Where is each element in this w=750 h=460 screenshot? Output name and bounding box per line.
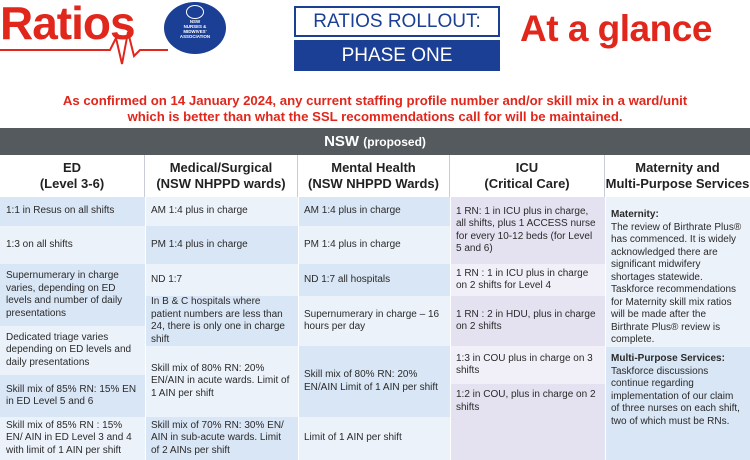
column-title: ICU: [515, 160, 539, 175]
maternity-body: The review of Birthrate Plus® has commenced. It is widely acknowledged there are significant midwifery shortages statewide. Taskforce recommendations for Maternity skill mix ratios will be made after the Birthrate Plus® review is complete.: [611, 221, 742, 345]
medical-surgical-column: [145, 197, 298, 460]
rollout-phase: PHASE ONE: [294, 40, 500, 71]
table-cell: Skill mix of 85% RN: 15% EN in ED Level 5 and 6: [0, 375, 145, 417]
mental-health-column: [298, 197, 450, 460]
column-divider: [450, 155, 451, 460]
table-cell: Skill mix of 80% RN: 20% EN/AIN Limit of 1 AIN per shift: [298, 346, 450, 417]
table-cell: ND 1:7 all hospitals: [298, 264, 450, 296]
maternity-title: Maternity:: [611, 209, 659, 220]
region-qualifier: (proposed): [363, 135, 426, 149]
table-cell: 1:3 on all shifts: [0, 226, 145, 264]
at-a-glance-heading: At a glance: [520, 8, 712, 49]
table-cell: AM 1:4 plus in charge: [298, 197, 450, 226]
table-cell: 1:1 in Resus on all shifts: [0, 197, 145, 226]
logo-text-line: NURSES &: [183, 24, 207, 29]
table-cell: 1:3 in COU plus in charge on 3 shifts: [450, 346, 605, 384]
table-cell: PM 1:4 plus in charge: [298, 226, 450, 264]
logo-text-line: NSW: [189, 19, 201, 24]
notice-line: which is better than what the SSL recommendations call for will be maintained.: [127, 109, 623, 124]
table-cell: 1 RN : 2 in HDU, plus in charge on 2 shifts: [450, 296, 605, 346]
maternity-cell: [605, 197, 750, 347]
maternity-mps-column: [605, 197, 750, 460]
ratios-wordmark: Ratios: [0, 0, 135, 49]
table-cell: 1:2 in COU, plus in charge on 2 shifts: [450, 384, 605, 460]
column-title: Medical/Surgical: [169, 160, 273, 175]
column-title: ED: [62, 160, 82, 175]
notice-text: [0, 93, 750, 125]
column-header-icu: [450, 155, 605, 197]
region-name: NSW: [324, 133, 360, 150]
column-subtitle: Multi-Purpose Services: [605, 176, 750, 191]
rollout-title: RATIOS ROLLOUT:: [294, 6, 500, 37]
column-divider: [605, 155, 606, 460]
heartbeat-line-icon: [0, 30, 180, 70]
column-title: Maternity and: [635, 160, 720, 175]
notice-line: As confirmed on 14 January 2024, any current staffing profile number and/or skill mix in a ward/unit: [62, 93, 688, 108]
mps-body: Taskforce discussions continue regarding implementation of our claim of three nurses on each shift, two of which must be RNs.: [611, 365, 740, 427]
region-bar: [0, 128, 750, 155]
nswnma-logo: [164, 2, 226, 54]
column-header-mental-health: [298, 155, 450, 197]
column-title: Mental Health: [331, 160, 416, 175]
table-cell: Skill mix of 70% RN: 30% EN/ AIN in sub-acute wards. Limit of 2 AINs per shift: [145, 417, 298, 460]
column-header-maternity-mps: [605, 155, 750, 197]
column-divider: [145, 155, 146, 460]
column-header-ed: [0, 155, 145, 197]
header: [0, 0, 750, 90]
table-cell: Dedicated triage varies depending on ED levels and daily presentations: [0, 326, 145, 375]
column-subtitle: (NSW NHPPD wards): [156, 176, 286, 191]
table-cell: PM 1:4 plus in charge: [145, 226, 298, 264]
rollout-badge: [294, 6, 500, 71]
mps-cell: [605, 347, 750, 460]
column-header-medical-surgical: [145, 155, 298, 197]
table-cell: 1 RN : 1 in ICU plus in charge on 2 shifts for Level 4: [450, 264, 605, 296]
column-subtitle: (Level 3-6): [39, 176, 105, 191]
table-cell: Supernumerary in charge varies, depending on ED levels and number of daily presentations: [0, 264, 145, 326]
logo-text-line: ASSOCIATION: [179, 34, 211, 39]
logo-text-line: MIDWIVES': [183, 29, 207, 34]
table-cell: AM 1:4 plus in charge: [145, 197, 298, 226]
table-cell: Supernumerary in charge – 16 hours per day: [298, 296, 450, 346]
logo-emblem-icon: [186, 5, 204, 19]
table-cell: In B & C hospitals where patient numbers are less than 24, there is only one in charge shift: [145, 296, 298, 346]
ed-column: [0, 197, 145, 460]
table-cell: 1 RN: 1 in ICU plus in charge, all shifts, plus 1 ACCESS nurse for every 10-12 beds (for Level 5 and 6): [450, 197, 605, 264]
table-cell: Limit of 1 AIN per shift: [298, 417, 450, 460]
table-cell: ND 1:7: [145, 264, 298, 296]
column-subtitle: (Critical Care): [484, 176, 570, 191]
table-cell: Skill mix of 85% RN : 15% EN/ AIN in ED Level 3 and 4 with limit of 1 AIN per shift: [0, 417, 145, 460]
mps-title: Multi-Purpose Services:: [611, 353, 725, 364]
table-cell: Skill mix of 80% RN: 20% EN/AIN in acute wards. Limit of 1 AIN per shift: [145, 346, 298, 417]
icu-column: [450, 197, 605, 460]
column-subtitle: (NSW NHPPD Wards): [308, 176, 439, 191]
column-divider: [298, 155, 299, 460]
